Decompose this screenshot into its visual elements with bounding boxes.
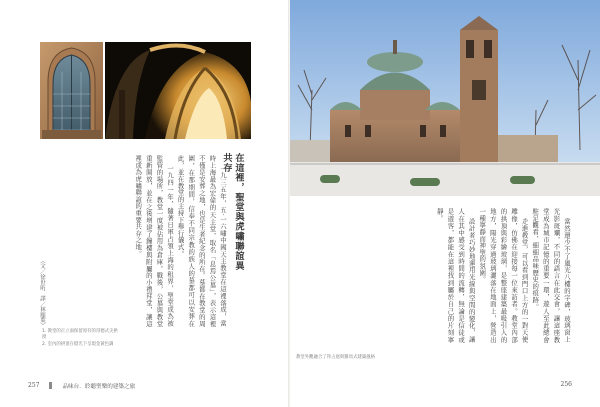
left-body-text	[50, 155, 228, 327]
right-caption: 教堂外觀融合了拜占庭與羅馬式建築風格	[296, 355, 376, 360]
right-paragraph: 當然還少不了風光八樓的字碑，玻璃窗上光影斑斕，不同的語言在此交會，讓這座教堂成為城市記憶的重要一環，遊人至此總會駐足觀看，細細品味歷史的痕跡。	[531, 208, 571, 343]
page-number: 257	[28, 382, 40, 389]
left-paragraph: 一九三五年，五·一六嘯中國天主教堂在這裡落成，當時上海最為宏偉的天主堂，取名「息焉公墓」，表示這裡不僅是安葬之地，也是生者紀念的所在。墓都在教堂的周圍，在那期間，信奉不同宗教的族人的墓都可以安葬在此，並在教堂的主持下舉行儀式。	[176, 155, 227, 327]
church-exterior-photo	[290, 0, 600, 196]
author-attribution: （文／徐世昕．譯／林順葉）	[39, 258, 45, 329]
right-paragraph: 走進教堂，可以看到門口上方的一對天使雕像，仿佛在迎接每一位來訪者。教堂內部的拱頂與彩繪玻璃，是整座建築最吸引人的地方，陽光穿過玻璃灑落在地面上，營造出一種寧靜而神聖的氛圍。	[478, 208, 529, 343]
right-body-text	[322, 208, 572, 343]
right-paragraph: 設計者巧妙地運用光線與空間的變化，讓人在其中感受到時間的流轉，無論是信徒或是遊客，都能在這裡找到屬於自己的片刻寧靜。	[435, 208, 476, 343]
right-page	[290, 0, 600, 407]
folio-marker	[49, 382, 52, 389]
right-page-number: 256	[560, 381, 572, 388]
gothic-door-photo	[40, 42, 103, 139]
photo-caption: 2. 室內的拱頂在燈光下呈現金黃色調	[42, 341, 114, 347]
photo-caption: 1. 教堂的正立面保留原有的哥德式尖拱窗	[42, 329, 118, 341]
left-captions	[42, 329, 122, 348]
running-title: 品味台．聆聽聖樂的建築之旅	[62, 383, 136, 390]
section-heading: 在這裡，聖堂與虎嘯聯誼異共存	[221, 153, 244, 271]
left-paragraph: 一九四一年，隨著日軍占領上海的租界，聖堂成為被監管的場所，教堂一度被佔用為倉庫。戰後，公墓與教堂重新開放，並在之後增建了鐘樓與附屬的小禮拜堂，讓這裡成為虎嘯聯誼的重要共存之地。	[134, 155, 175, 327]
left-folio	[28, 381, 135, 390]
left-page	[0, 0, 288, 407]
vaulted-interior-photo	[105, 42, 251, 139]
